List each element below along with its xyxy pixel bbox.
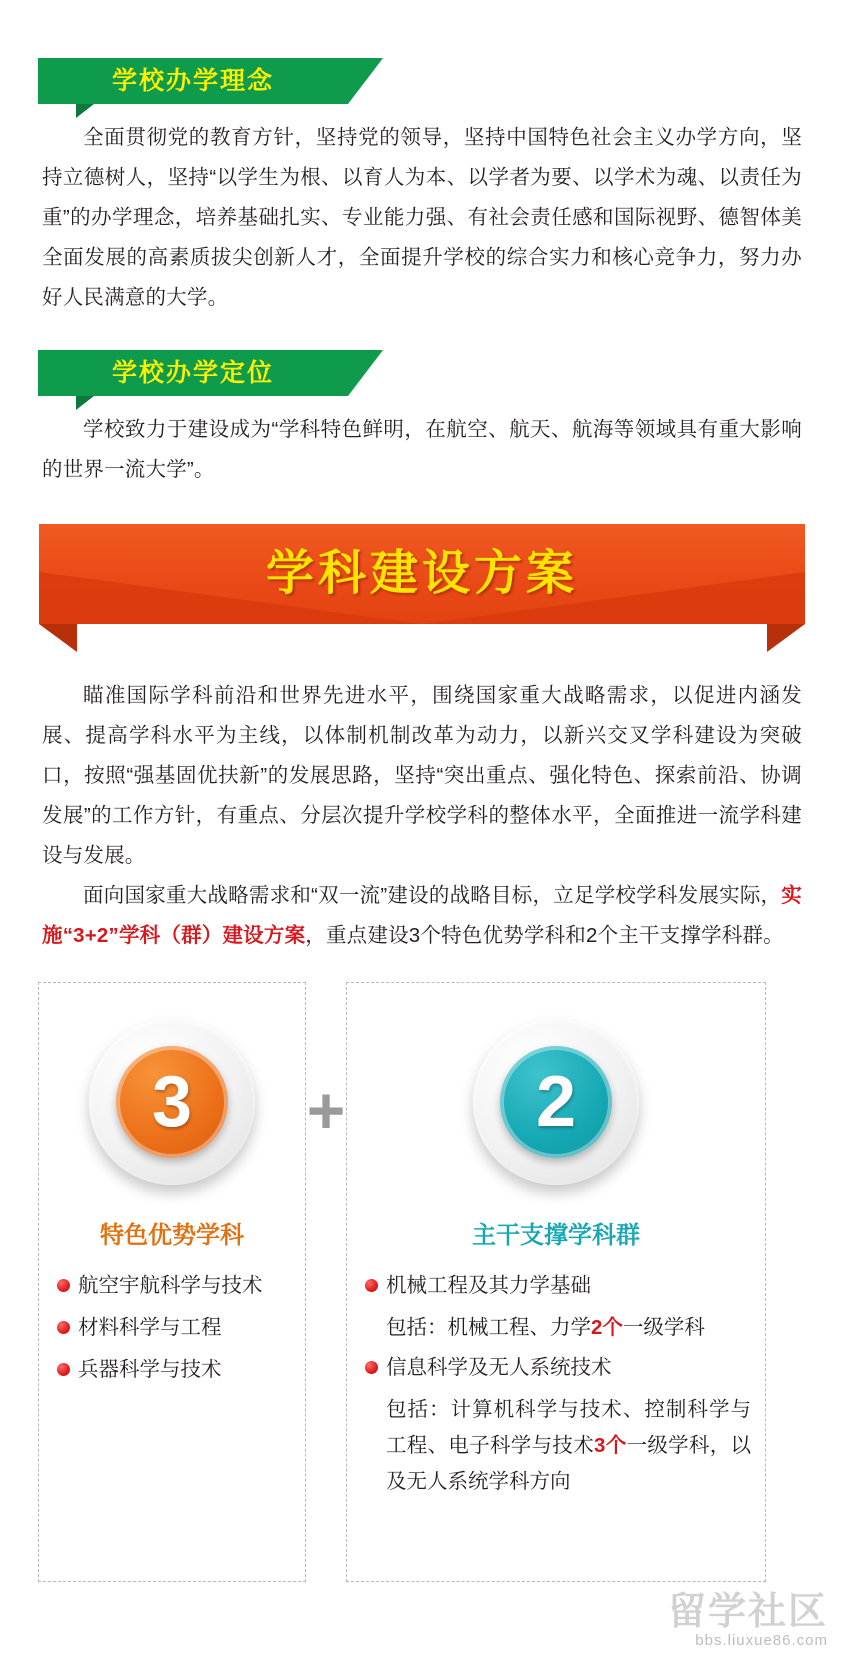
list-item-detail xyxy=(386,1310,751,1346)
watermark xyxy=(668,1593,828,1648)
detail-number: 2个 xyxy=(591,1316,623,1339)
plan-left-title: 特色优势学科 xyxy=(100,1222,244,1249)
bullet-dot-icon xyxy=(57,1363,70,1376)
list-item xyxy=(57,1268,291,1304)
detail-before: 包括：计算机科学与技术、控制科学与工程、电子科学与技术 xyxy=(386,1398,751,1457)
list-item xyxy=(57,1352,291,1388)
paragraph-plan-strategy xyxy=(42,876,802,956)
watermark-url: bbs.liuxue86.com xyxy=(695,1632,828,1649)
section-banner-philosophy-label: 学校办学理念 xyxy=(111,67,274,95)
section-banner-positioning-label: 学校办学定位 xyxy=(111,359,274,387)
banner-tail xyxy=(76,396,94,410)
list-item-label: 信息科学及无人系统技术 xyxy=(386,1356,612,1379)
page-title: 学科建设方案 xyxy=(265,547,578,600)
list-item-label: 航空宇航科学与技术 xyxy=(78,1274,263,1297)
badge-two-number: 2 xyxy=(500,1046,612,1158)
plan-right-title: 主干支撑学科群 xyxy=(472,1222,640,1249)
paragraph-plan-overview: 瞄准国际学科前沿和世界先进水平，围绕国家重大战略需求，以促进内涵发展、提高学科水平为主线，以体制机制改革为动力，以新兴交叉学科建设为突破口，按照“强基固优扶新”的发展思路，坚持“突出重点、强化特色、探索前沿、协调发展”的工作方针，有重点、分层次提升学校学科的整体水平，全面推进一流学科建设与发展。 xyxy=(42,684,802,867)
plan-strategy-text-before: 面向国家重大战略需求和“双一流”建设的战略目标，立足学校学科发展实际， xyxy=(83,884,782,907)
plus-symbol: + xyxy=(306,1073,346,1147)
plan-diagram xyxy=(38,982,806,1582)
list-item-detail xyxy=(386,1392,751,1500)
bullet-dot-icon xyxy=(57,1321,70,1334)
list-item-label: 兵器科学与技术 xyxy=(78,1358,222,1381)
plan-box-supporting-clusters xyxy=(346,982,766,1582)
detail-after: 一级学科 xyxy=(622,1316,705,1339)
list-item xyxy=(57,1310,291,1346)
plan-strategy-highlight: 实施“3+2”学科（群）建设方案 xyxy=(42,884,802,947)
list-item xyxy=(365,1350,751,1386)
main-title-banner xyxy=(39,524,805,654)
detail-number: 3个 xyxy=(594,1434,627,1457)
bullet-dot-icon xyxy=(365,1279,378,1292)
plan-box-featured-disciplines xyxy=(38,982,306,1582)
badge-three xyxy=(89,1019,255,1185)
plan-strategy-text-after: ，重点建设3个特色优势学科和2个主干支撑学科群。 xyxy=(305,924,784,947)
badge-holder-left xyxy=(39,1019,305,1185)
detail-before: 包括：机械工程、力学 xyxy=(386,1316,591,1339)
section-banner-philosophy xyxy=(38,58,383,104)
section-banner-positioning xyxy=(38,350,383,396)
badge-two xyxy=(473,1019,639,1185)
bullet-dot-icon xyxy=(57,1279,70,1292)
plan-left-bullets xyxy=(57,1268,291,1388)
badge-holder-right xyxy=(347,1019,765,1185)
banner-notch xyxy=(348,350,383,396)
banner-tail xyxy=(76,104,94,118)
bullet-dot-icon xyxy=(365,1361,378,1374)
paragraph-philosophy: 全面贯彻党的教育方针，坚持党的领导，坚持中国特色社会主义办学方向，坚持立德树人，坚持“以学生为根、以育人为本、以学者为要、以学术为魂、以责任为重”的办学理念，培养基础扎实、专业能力强、有社会责任感和国际视野、德智体美全面发展的高素质拔尖创新人才，全面提升学校的综合实力和核心竞争力，努力办好人民满意的大学。 xyxy=(42,126,802,309)
list-item-label: 材料科学与工程 xyxy=(78,1316,222,1339)
banner-notch xyxy=(348,58,383,104)
list-item xyxy=(365,1268,751,1304)
list-item-label: 机械工程及其力学基础 xyxy=(386,1274,591,1297)
main-banner-tail-left xyxy=(39,624,77,652)
main-banner-tail-right xyxy=(767,624,805,652)
badge-three-number: 3 xyxy=(116,1046,228,1158)
plan-right-bullets xyxy=(365,1268,751,1500)
detail-after: 一级学科，以及无人系统学科方向 xyxy=(386,1434,752,1493)
paragraph-positioning: 学校致力于建设成为“学科特色鲜明，在航空、航天、航海等领域具有重大影响的世界一流大学”。 xyxy=(42,418,802,481)
watermark-title: 留学社区 xyxy=(667,1591,828,1633)
